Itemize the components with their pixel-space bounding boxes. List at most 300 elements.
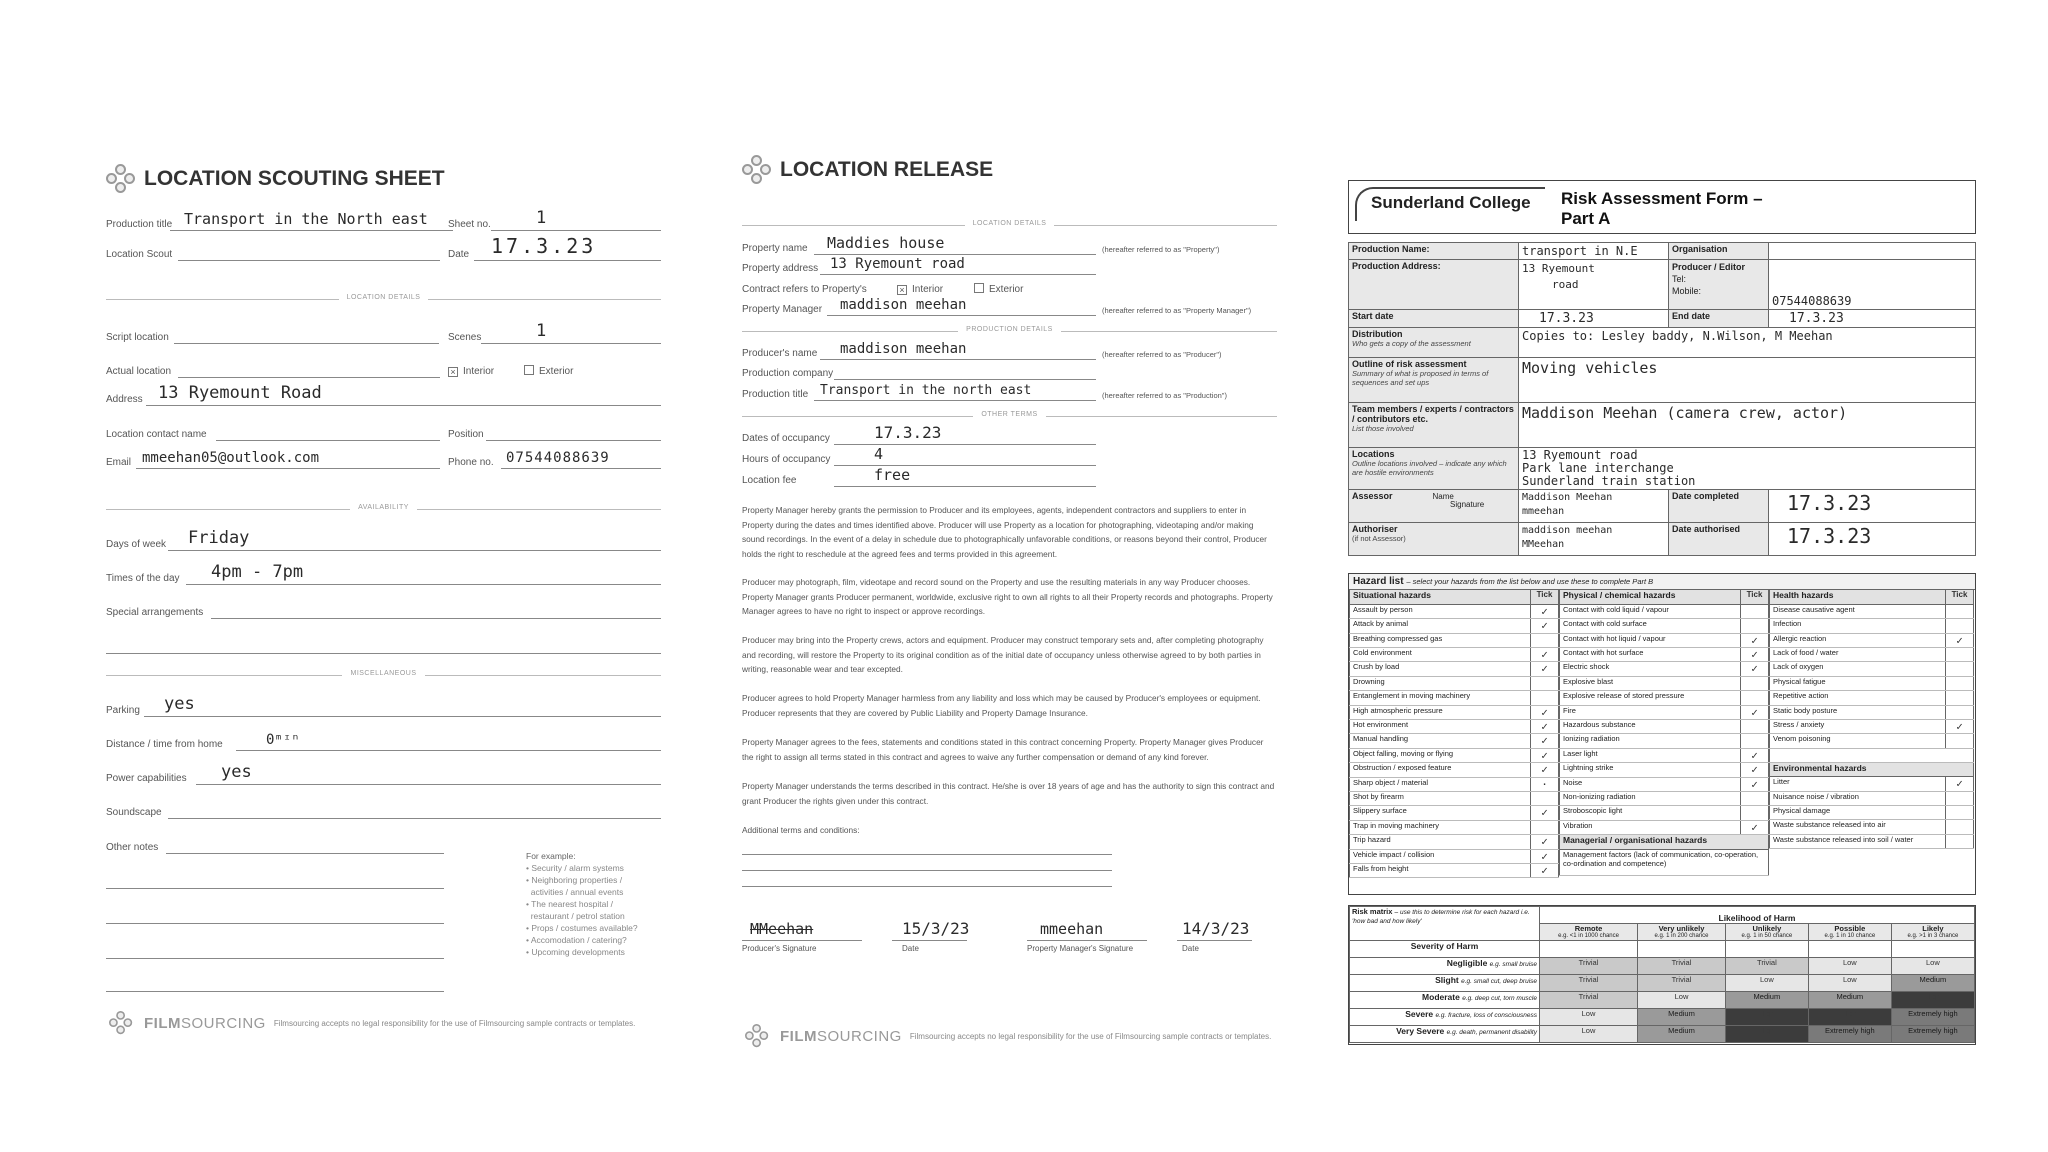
hazard-label: Static body posture	[1770, 705, 1946, 719]
examples-list	[526, 862, 638, 958]
hours-row: Hours of occupancy 4	[742, 446, 1282, 468]
hazard-tick[interactable]	[1946, 662, 1974, 676]
script-location-label: Script location	[106, 332, 169, 343]
hazard-row	[1770, 805, 1974, 819]
interior-checkbox[interactable]: × Interior	[448, 366, 494, 377]
hazard-group-heading: Environmental hazards	[1770, 762, 1974, 776]
hazard-label: Shot by firearm	[1350, 791, 1531, 805]
hazard-row	[1770, 662, 1974, 676]
hazard-row	[1560, 676, 1769, 690]
start-date-value[interactable]: 17.3.23	[1519, 310, 1669, 328]
hazard-label: Lightning strike	[1560, 763, 1741, 777]
hazard-label: Stress / anxiety	[1770, 720, 1946, 734]
health-hazards-table: Health hazards Tick Disease causative agent Infection Allergic reaction ✓ Lack of food / water Lack of oxygen Physical fatigue Repetitive action Static body posture Stress / anxiety ✓ Venom poisoning Environmental hazards Litter ✓ Nuisance noise / vibration Physical damage Waste substance released into air Waste substance released into soil / water	[1769, 590, 1974, 849]
address-value[interactable]: 13 Ryemount Road	[158, 383, 322, 403]
hazard-label: Crush by load	[1350, 662, 1531, 676]
filmsourcing-flower-icon	[106, 164, 136, 194]
hazard-tick[interactable]	[1741, 691, 1769, 705]
property-name-row: Property name Maddies house (hereafter referred to as "Property")	[742, 234, 1220, 254]
hazard-label: Physical fatigue	[1770, 676, 1946, 690]
production-title-row	[106, 208, 661, 233]
example-item: activities / annual events	[526, 887, 624, 897]
risk-matrix-row	[1350, 1026, 1975, 1043]
hazard-row	[1350, 633, 1559, 647]
property-address-row: Property address 13 Ryemount road	[742, 255, 1282, 277]
hazard-tick[interactable]	[1741, 720, 1769, 734]
soundscape-row	[106, 799, 661, 821]
locations-value[interactable]: 13 Ryemount road Park lane interchange Sunderland train station	[1519, 448, 1976, 490]
likelihood-heading: Possible e.g. 1 in 10 chance	[1808, 924, 1891, 941]
hazard-list: Hazard list – select your hazards from the list below and use these to complete Part B Situational hazards Tick Assault by person ✓ Attack by animal ✓ Breathing compressed gas Cold environment ✓ Crush by load ✓ Drowning Entanglement in moving machinery High atmospheric pressure ✓ Hot environment ✓ Manual handling ✓ Object falling, moving or flying ✓ Obstruction / exposed feature ✓ Sharp object / material · Shot by firearm Slippery surface ✓ Trap in moving machinery Trip hazard ✓ Vehicle impact / collision ✓ Falls from height ✓ Physical / chemical hazards Tick Contact with cold liquid / vapour Contact with cold surface Contact with hot liquid / vapour ✓ Contact with hot surface ✓ Electric shock ✓ Explosive blast Explosive release of stored pressure Fire ✓ Hazardous substance Ionizing radiation Laser light ✓ Lightning strike ✓ Noise ✓ Non-ionizing radiation Stroboscopic light Vibration ✓ Managerial / organisational hazards Management factors (lack of communication, co-operation, co-ordination and competence) Health hazards Tick Disease causative agent Infection Allergic reaction ✓ Lack of food / water Lack of oxygen Physical fatigue Repetitive action Static body posture Stress / anxiety ✓ Venom poisoning Environmental hazards Litter ✓ Nuisance noise / vibration Physical damage Waste substance released into air Waste substance released into soil / water	[1348, 573, 1976, 895]
hazard-row	[1350, 777, 1559, 791]
production-company-row: Production company	[742, 360, 1282, 382]
hazard-row	[1350, 863, 1559, 877]
hazard-label: Breathing compressed gas	[1350, 633, 1531, 647]
hazard-tick[interactable]	[1946, 805, 1974, 819]
hazard-tick[interactable]: ✓	[1531, 604, 1559, 618]
hazard-tick[interactable]	[1531, 633, 1559, 647]
fee-row: Location fee free	[742, 467, 1282, 489]
risk-level-cell: Low	[1808, 958, 1891, 975]
times-row	[106, 562, 661, 587]
hazard-tick[interactable]	[1531, 820, 1559, 834]
hazard-row	[1560, 820, 1769, 834]
hazard-row	[1560, 720, 1769, 734]
hazard-tick[interactable]	[1946, 791, 1974, 805]
risk-level-cell: Low	[1540, 1009, 1638, 1026]
email-label: Email	[106, 457, 132, 468]
risk-details-table: Production Name: transport in N.E Organisation Production Address: 13 Ryemount road Producer / Editor Tel: Mobile: 07544088639 Start date 17.3.23 End date 17.3.23 Distribution Who gets a copy of the assessment Copies to: Lesley baddy, N.Wilson, M Meehan Outline of risk assessment Summary of what is proposed in terms of sequences and set ups Moving vehicles Team members / experts / contractors / contributors etc. List those involved Maddison Meehan (camera crew, actor) Locations Outline locations involved – indicate any which are hostile environments 13 Ryemount road Park lane interchange Sunderland train station Assessor Name Signature Maddison Meehan mmeehan Date completed 17.3.23 Authoriser (if not Assessor) maddison meehan MMeehan Date authorised 17.3.23	[1348, 242, 1976, 556]
location-scout-row	[106, 234, 661, 263]
hazard-label: Physical damage	[1770, 805, 1946, 819]
sheet-no-value[interactable]: 1	[536, 208, 547, 228]
exterior-checkbox[interactable]: Exterior	[524, 365, 573, 377]
hazard-label: Ionizing radiation	[1560, 734, 1741, 748]
address-label: Address	[106, 394, 143, 405]
hazard-tick[interactable]	[1946, 705, 1974, 719]
hazard-tick[interactable]	[1741, 791, 1769, 805]
hazard-row	[1350, 748, 1559, 762]
hazard-tick[interactable]: ✓	[1531, 748, 1559, 762]
hazard-label: Trap in moving machinery	[1350, 820, 1531, 834]
date-authorised-value[interactable]: 17.3.23	[1769, 523, 1976, 556]
hazard-tick[interactable]	[1741, 734, 1769, 748]
hazard-tick[interactable]: ✓	[1741, 820, 1769, 834]
hazard-label: Vibration	[1560, 820, 1741, 834]
risk-header	[1348, 180, 1976, 234]
hazard-row	[1770, 777, 1974, 791]
section-location-details: LOCATION DETAILS	[106, 299, 661, 300]
section-miscellaneous: MISCELLANEOUS	[106, 675, 661, 676]
hazard-row	[1350, 604, 1559, 618]
parking-value[interactable]: yes	[164, 694, 195, 714]
severity-level: Moderate e.g. deep cut, torn muscle	[1350, 992, 1540, 1009]
hazard-tick[interactable]: ✓	[1531, 705, 1559, 719]
footer-brand: FILMSOURCING	[780, 1027, 902, 1045]
risk-level-cell: Extremely high	[1891, 1009, 1974, 1026]
hazard-label: Electric shock	[1560, 662, 1741, 676]
manager-signature[interactable]: mmeehan	[1040, 920, 1104, 938]
location-release-sheet	[742, 155, 1282, 1055]
hazard-row	[1770, 648, 1974, 662]
risk-level-cell: Medium	[1808, 992, 1891, 1009]
filmsourcing-logo-icon	[745, 1024, 769, 1048]
hazard-tick[interactable]	[1946, 676, 1974, 690]
hazard-row	[1560, 619, 1769, 633]
likelihood-heading: Very unlikely e.g. 1 in 200 chance	[1638, 924, 1726, 941]
hazard-label: Contact with hot liquid / vapour	[1560, 633, 1741, 647]
risk-level-cell: Low	[1540, 1026, 1638, 1043]
hazard-label: Entanglement in moving machinery	[1350, 691, 1531, 705]
hazard-row	[1350, 791, 1559, 805]
scenes-label: Scenes	[448, 332, 482, 343]
hazard-row	[1350, 734, 1559, 748]
hazard-group-heading: Managerial / organisational hazards	[1560, 835, 1769, 849]
likelihood-heading: Remote e.g. <1 in 1000 chance	[1540, 924, 1638, 941]
risk-level-cell: Medium	[1638, 1026, 1726, 1043]
hazard-row	[1770, 734, 1974, 748]
risk-matrix-row	[1350, 992, 1975, 1009]
email-phone-row	[106, 449, 661, 471]
hazard-row	[1350, 835, 1559, 849]
property-manager-row: Property Manager maddison meehan (hereafter referred to as "Property Manager")	[742, 297, 1252, 315]
producer-signature-date[interactable]: 15/3/23	[902, 919, 970, 938]
distribution-value[interactable]: Copies to: Lesley baddy, N.Wilson, M Meehan	[1519, 328, 1976, 358]
hazard-tick[interactable]	[1946, 648, 1974, 662]
hazard-row	[1560, 791, 1769, 805]
date-completed-value[interactable]: 17.3.23	[1769, 490, 1976, 523]
contact-label: Location contact name	[106, 429, 207, 440]
producer-signature[interactable]: MMeehan	[750, 920, 814, 938]
risk-level-cell: Trivial	[1638, 975, 1726, 992]
actual-location-row	[106, 358, 661, 380]
hazard-tick[interactable]: ✓	[1531, 734, 1559, 748]
hazard-row	[1770, 720, 1974, 734]
hazard-tick[interactable]	[1946, 834, 1974, 848]
filmsourcing-flower-icon	[742, 155, 772, 185]
hazard-tick[interactable]: ✓	[1741, 648, 1769, 662]
days-label: Days of week	[106, 539, 167, 550]
hazard-tick[interactable]: ✓	[1531, 806, 1559, 820]
management-factors: Management factors (lack of communication, co-operation, co-ordination and competence)	[1560, 849, 1769, 875]
section-other-terms: OTHER TERMS	[742, 416, 1277, 417]
severity-level: Negligible e.g. small bruise	[1350, 958, 1540, 975]
risk-level-cell: High	[1725, 1009, 1808, 1026]
actual-location-label: Actual location	[106, 366, 172, 377]
hazard-tick[interactable]: ✓	[1741, 763, 1769, 777]
example-item: • Accomodation / catering?	[526, 935, 627, 945]
hazard-row	[1560, 777, 1769, 791]
release-interior-checkbox[interactable]: × Interior	[897, 284, 943, 295]
producer-value[interactable]: maddison meehan	[840, 341, 967, 357]
hazard-row	[1350, 720, 1559, 734]
hazard-tick[interactable]: ✓	[1741, 705, 1769, 719]
hazard-label: Hot environment	[1350, 720, 1531, 734]
release-paragraph-2: Producer may photograph, film, videotape and record sound on the Property and use the resulting materials in any way Producer chooses. Property Manager grants Producer permanent, worldwide, exclusive right to own all rights to all their Property records and photographs. Property Manager agrees to have no right to inspect or approve recordings.	[742, 577, 1273, 616]
example-item: restaurant / petrol station	[526, 911, 625, 921]
risk-level-cell: Medium	[1725, 992, 1808, 1009]
hazard-label: Hazardous substance	[1560, 720, 1741, 734]
hazard-label: Lack of food / water	[1770, 648, 1946, 662]
severity-level: Severe e.g. fracture, loss of consciousness	[1350, 1009, 1540, 1026]
likelihood-heading: Unlikely e.g. 1 in 50 chance	[1725, 924, 1808, 941]
hazard-tick[interactable]	[1946, 604, 1974, 618]
risk-level-cell: Medium	[1638, 1009, 1726, 1026]
risk-level-cell: Trivial	[1725, 958, 1808, 975]
times-label: Times of the day	[106, 573, 180, 584]
distance-value[interactable]: 0ᵐᶦⁿ	[266, 732, 300, 748]
hazard-tick[interactable]: ✓	[1531, 720, 1559, 734]
hazard-label: Explosive blast	[1560, 676, 1741, 690]
examples-box	[526, 850, 638, 958]
risk-level-cell: High	[1808, 1009, 1891, 1026]
hazard-row	[1350, 619, 1559, 633]
power-value[interactable]: yes	[221, 762, 252, 782]
hazard-label: Contact with cold surface	[1560, 619, 1741, 633]
hazard-label: Non-ionizing radiation	[1560, 791, 1741, 805]
hazard-row	[1560, 734, 1769, 748]
address-row	[106, 383, 661, 408]
production-title-label: Production title	[106, 219, 173, 230]
hazard-tick[interactable]: ✓	[1531, 849, 1559, 863]
release-exterior-checkbox[interactable]: Exterior	[974, 283, 1023, 295]
release-paragraph-6: Property Manager understands the terms described in this contract. He/she is over 18 years of age and has the authority to sign this contract and grant Producer the rights given under this contract.	[742, 781, 1275, 806]
fee-value[interactable]: free	[874, 466, 911, 484]
hazard-row	[1350, 676, 1559, 690]
hazard-label: High atmospheric pressure	[1350, 705, 1531, 719]
hazard-tick[interactable]: ✓	[1946, 720, 1974, 734]
hazard-tick[interactable]: ✓	[1531, 648, 1559, 662]
risk-level-cell: Trivial	[1638, 958, 1726, 975]
end-date-value[interactable]: 17.3.23	[1769, 310, 1976, 328]
date-label: Date	[448, 249, 470, 260]
release-header	[742, 155, 993, 185]
hazard-tick[interactable]: ✓	[1741, 748, 1769, 762]
scout-date-value[interactable]: 17.3.23	[491, 234, 597, 258]
hazard-row	[1770, 604, 1974, 618]
example-item: • Upcoming developments	[526, 947, 625, 957]
authoriser-value[interactable]: maddison meehan MMeehan	[1519, 523, 1669, 556]
days-value[interactable]: Friday	[188, 528, 250, 548]
hazard-tick[interactable]: ✓	[1531, 835, 1559, 849]
property-name-value[interactable]: Maddies house	[827, 234, 945, 252]
risk-matrix-row	[1350, 975, 1975, 992]
hazard-label: Trip hazard	[1350, 835, 1531, 849]
hazard-row	[1770, 705, 1974, 719]
location-scouting-sheet	[106, 164, 661, 1054]
likelihood-heading: Likely e.g. >1 in 3 chance	[1891, 924, 1974, 941]
outline-value[interactable]: Moving vehicles	[1519, 358, 1976, 403]
hazard-tick[interactable]: ✓	[1741, 662, 1769, 676]
hazard-label: Venom poisoning	[1770, 734, 1946, 748]
release-title: LOCATION RELEASE	[780, 158, 994, 181]
hazard-tick[interactable]: ✓	[1531, 662, 1559, 676]
hazard-tick[interactable]: ✓	[1531, 763, 1559, 777]
hazard-label: Cold environment	[1350, 648, 1531, 662]
hazard-row	[1350, 820, 1559, 834]
additional-terms-label: Additional terms and conditions:	[742, 825, 860, 835]
hazard-row	[1770, 834, 1974, 848]
mobile-value[interactable]: 07544088639	[1769, 260, 1976, 310]
days-row	[106, 528, 661, 553]
hazard-label: Infection	[1770, 619, 1946, 633]
hazard-label: Manual handling	[1350, 734, 1531, 748]
risk-level-cell: Trivial	[1540, 992, 1638, 1009]
examples-title: For example:	[526, 851, 576, 861]
scouting-title: LOCATION SCOUTING SHEET	[144, 167, 445, 190]
hazard-row	[1560, 705, 1769, 719]
example-item: • The nearest hospital /	[526, 899, 613, 909]
hazard-row	[1770, 619, 1974, 633]
hazard-label: Contact with hot surface	[1560, 648, 1741, 662]
release-paragraph-1: Property Manager hereby grants the permission to Producer and its employees, agents, independent contractors and suppliers to enter in Property during the dates and times identified above. Producer will use Property as a location for photographing, videotaping and/or making sound recordings. In the event of a delay in schedule due to photographically unfavorable conditions, or reasons beyond their control, Producer holds the right to reschedule at the agreed fees and terms provided in this agreement.	[742, 505, 1267, 559]
dates-value[interactable]: 17.3.23	[874, 423, 942, 442]
distance-row	[106, 731, 661, 753]
times-value[interactable]: 4pm - 7pm	[211, 562, 304, 582]
example-item: • Props / costumes available?	[526, 923, 638, 933]
email-value[interactable]: mmeehan05@outlook.com	[142, 450, 320, 466]
risk-assessment-form	[1348, 180, 1976, 1060]
risk-level-cell: Low	[1638, 992, 1726, 1009]
hazard-label: Object falling, moving or flying	[1350, 748, 1531, 762]
hazard-tick[interactable]	[1531, 691, 1559, 705]
soundscape-label: Soundscape	[106, 807, 162, 818]
hazard-label: Lack of oxygen	[1770, 662, 1946, 676]
hazard-tick[interactable]	[1741, 619, 1769, 633]
producer-row: Producer's name maddison meehan (hereafter referred to as "Producer")	[742, 341, 1222, 359]
hazard-label: Nuisance noise / vibration	[1770, 791, 1946, 805]
special-row	[106, 599, 661, 621]
parking-row	[106, 694, 661, 719]
assessor-value[interactable]: Maddison Meehan mmeehan	[1519, 490, 1669, 523]
hazard-tick[interactable]	[1946, 734, 1974, 748]
hazard-row	[1770, 676, 1974, 690]
hazard-tick[interactable]	[1741, 676, 1769, 690]
risk-level-cell: Low	[1808, 975, 1891, 992]
hazard-tick[interactable]: ✓	[1531, 863, 1559, 877]
hazard-tick[interactable]	[1741, 806, 1769, 820]
risk-level-cell: High	[1891, 992, 1974, 1009]
physical-hazards-table: Physical / chemical hazards Tick Contact with cold liquid / vapour Contact with cold surface Contact with hot liquid / vapour ✓ Contact with hot surface ✓ Electric shock ✓ Explosive blast Explosive release of stored pressure Fire ✓ Hazardous substance Ionizing radiation Laser light ✓ Lightning strike ✓ Noise ✓ Non-ionizing radiation Stroboscopic light Vibration ✓ Managerial / organisational hazards Management factors (lack of communication, co-operation, co-ordination and competence)	[1559, 590, 1769, 876]
hazard-tick[interactable]: ✓	[1741, 777, 1769, 791]
production-title-release-value[interactable]: Transport in the north east	[820, 383, 1032, 398]
hazard-row	[1560, 662, 1769, 676]
hazard-row	[1560, 763, 1769, 777]
hazard-row	[1350, 662, 1559, 676]
hazard-label: Slippery surface	[1350, 806, 1531, 820]
example-item: • Security / alarm systems	[526, 863, 624, 873]
production-name-value[interactable]: transport in N.E	[1519, 243, 1669, 260]
section-availability: AVAILABILITY	[106, 509, 661, 510]
hazard-label: Litter	[1770, 777, 1946, 791]
hazard-tick[interactable]	[1946, 820, 1974, 834]
production-title-release-row: Production title Transport in the north east (hereafter referred to as "Production")	[742, 383, 1227, 400]
power-row	[106, 762, 661, 787]
signature-labels: Producer's Signature Date Property Manager's Signature Date	[742, 944, 1199, 953]
hazard-row	[1560, 633, 1769, 647]
manager-signature-date[interactable]: 14/3/23	[1182, 919, 1250, 938]
hazard-label: Waste substance released into soil / water	[1770, 834, 1946, 848]
sheet-no-label: Sheet no.	[448, 219, 491, 230]
location-scout-label: Location Scout	[106, 249, 173, 260]
hazard-label: Repetitive action	[1770, 691, 1946, 705]
production-title-value[interactable]: Transport in the North east	[184, 210, 428, 228]
organisation-value[interactable]	[1769, 243, 1976, 260]
hazard-tick[interactable]: ✓	[1946, 633, 1974, 647]
hazard-tick[interactable]	[1741, 604, 1769, 618]
hazard-tick[interactable]	[1531, 676, 1559, 690]
hazard-label: Fire	[1560, 705, 1741, 719]
hazard-row	[1560, 806, 1769, 820]
hazard-label: Sharp object / material	[1350, 777, 1531, 791]
hazard-row	[1560, 648, 1769, 662]
hazard-row	[1350, 705, 1559, 719]
risk-title: Risk Assessment Form – Part A	[1561, 189, 1763, 228]
dates-row: Dates of occupancy 17.3.23	[742, 425, 1282, 447]
hazard-tick[interactable]: ✓	[1741, 633, 1769, 647]
hazard-tick[interactable]: ✓	[1531, 619, 1559, 633]
hazard-tick[interactable]	[1946, 691, 1974, 705]
hazard-row	[1770, 633, 1974, 647]
hazard-tick[interactable]	[1531, 791, 1559, 805]
hazard-label: Obstruction / exposed feature	[1350, 763, 1531, 777]
hazard-row	[1770, 820, 1974, 834]
phone-value[interactable]: 07544088639	[506, 450, 610, 466]
hazard-label: Explosive release of stored pressure	[1560, 691, 1741, 705]
hazard-row	[1350, 691, 1559, 705]
release-paragraph-4: Producer agrees to hold Property Manager harmless from any liability and loss which may be caused by Producer's employees or equipment. Producer represents that they are covered by Public Liability and Property Damage Insurance.	[742, 693, 1261, 718]
hazard-label: Allergic reaction	[1770, 633, 1946, 647]
risk-level-cell: Low	[1725, 975, 1808, 992]
property-manager-value[interactable]: maddison meehan	[840, 297, 967, 313]
hazard-label: Vehicle impact / collision	[1350, 849, 1531, 863]
section-production-details: PRODUCTION DETAILS	[742, 331, 1277, 332]
scenes-value[interactable]: 1	[536, 321, 547, 341]
phone-label: Phone no.	[448, 457, 494, 468]
production-address-value[interactable]: 13 Ryemount road	[1519, 260, 1669, 310]
hazard-row	[1350, 806, 1559, 820]
risk-matrix: Risk matrix – use this to determine risk for each hazard i.e. 'how bad and how likely' Likelihood of Harm Remote e.g. <1 in 1000 chance Very unlikely e.g. 1 in 200 chance Unlikely e.g. 1 in 50 chance Possible e.g. 1 in 10 chance Likely e.g. >1 in 3 chance Severity of Harm Negligible e.g. small bruise Trivial Trivial Trivial Low Low Slight e.g. small cut, deep bruise Trivial Trivial Low Low Medium Moderate e.g. deep cut, torn muscle Trivial Low Medium Medium High Severe e.g. fracture, loss of consciousness Low Medium High High Extremely high Very Severe e.g. death, permanent disability Low Medium High Extremely high Extremely high	[1348, 905, 1976, 1045]
hazard-tick[interactable]: ✓	[1946, 777, 1974, 791]
hazard-label: Drowning	[1350, 676, 1531, 690]
footer-disclaimer: Filmsourcing accepts no legal responsibility for the use of Filmsourcing sample contracts or templates.	[273, 1018, 636, 1028]
hazard-tick[interactable]: ·	[1531, 777, 1559, 791]
situational-hazards-table: Situational hazards Tick Assault by person ✓ Attack by animal ✓ Breathing compressed gas Cold environment ✓ Crush by load ✓ Drowning Entanglement in moving machinery High atmospheric pressure ✓ Hot environment ✓ Manual handling ✓ Object falling, moving or flying ✓ Obstruction / exposed feature ✓ Sharp object / material · Shot by firearm Slippery surface ✓ Trap in moving machinery Trip hazard ✓ Vehicle impact / collision ✓ Falls from height ✓	[1349, 590, 1559, 878]
risk-level-cell: Trivial	[1540, 958, 1638, 975]
footer-disclaimer: Filmsourcing accepts no legal responsibility for the use of Filmsourcing sample contracts or templates.	[909, 1031, 1272, 1041]
hazard-tick[interactable]	[1946, 619, 1974, 633]
hazard-row	[1770, 691, 1974, 705]
release-paragraph-3: Producer may bring into the Property crews, actors and equipment. Producer may construct temporary sets and, after completing photography and recording, will restore the Property to its original condition as of the initial date of occupancy unless otherwise agreed to by both parties in writing, reasonable wear and tear excepted.	[742, 635, 1264, 674]
distance-label: Distance / time from home	[106, 739, 223, 750]
parking-label: Parking	[106, 705, 140, 716]
risk-level-cell: Low	[1891, 958, 1974, 975]
severity-heading: Severity of Harm	[1350, 941, 1540, 958]
hazard-label: Falls from height	[1350, 863, 1531, 877]
scouting-header	[106, 164, 445, 194]
hazard-label: Assault by person	[1350, 604, 1531, 618]
risk-matrix-row	[1350, 1009, 1975, 1026]
hazard-label: Waste substance released into air	[1770, 820, 1946, 834]
team-value[interactable]: Maddison Meehan (camera crew, actor)	[1519, 403, 1976, 448]
hours-value[interactable]: 4	[874, 445, 884, 463]
release-footer	[742, 1021, 1271, 1051]
special-label: Special arrangements	[106, 607, 204, 618]
hazard-label: Laser light	[1560, 748, 1741, 762]
risk-level-cell: Medium	[1891, 975, 1974, 992]
hazard-label: Disease causative agent	[1770, 604, 1946, 618]
property-address-value[interactable]: 13 Ryemount road	[830, 256, 965, 272]
